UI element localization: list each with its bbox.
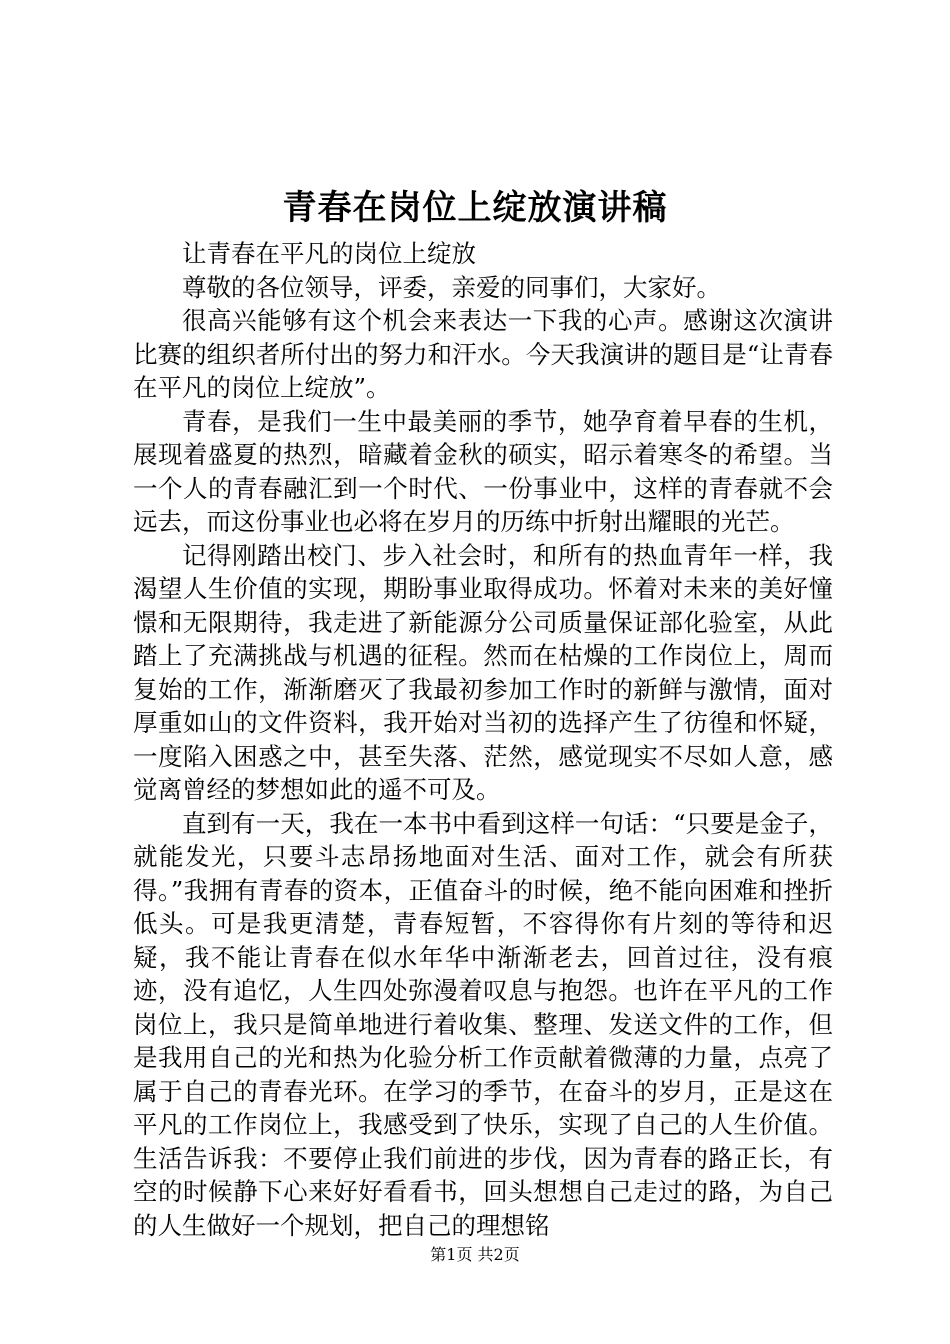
document-body: [133, 237, 833, 1242]
document-title: 青春在岗位上绽放演讲稿: [282, 188, 668, 228]
paragraph-introduction: 很高兴能够有这个机会来表达一下我的心声。感谢这次演讲比赛的组织者所付出的努力和汗水。今天我演讲的题目是“让青春在平凡的岗位上绽放”。: [133, 306, 833, 402]
paragraph-subtitle: 让青春在平凡的岗位上绽放: [182, 239, 476, 268]
paragraph-youth: 青春，是我们一生中最美丽的季节，她孕育着早春的生机，展现着盛夏的热烈，暗藏着金秋的硕实，昭示着寒冬的希望。当一个人的青春融汇到一个时代、一份事业中，这样的青春就不会远去，而这份事业也必将在岁月的历练中折射出耀眼的光芒。: [133, 406, 833, 536]
page-footer: 第1页 共2页: [430, 1245, 520, 1264]
paragraph-turning-point: 直到有一天，我在一本书中看到这样一句话：“只要是金子，就能发光，只要斗志昂扬地面对生活、面对工作，就会有所获得。”我拥有青春的资本，正值奋斗的时候，绝不能向困难和挫折低头。可是我更清楚，青春短暂，不容得你有片刻的等待和迟疑，我不能让青春在似水年华中渐渐老去，回首过往，没有痕迹，没有追忆，人生四处弥漫着叹息与抱怨。也许在平凡的工作岗位上，我只是简单地进行着收集、整理、发送文件的工作，但是我用自己的光和热为化验分析工作贡献着微薄的力量，点亮了属于自己的青春光环。在学习的季节，在奋斗的岁月，正是这在平凡的工作岗位上，我感受到了快乐，实现了自己的人生价值。生活告诉我：不要停止我们前进的步伐，因为青春的路正长，有空的时候静下心来好好看看书，回头想想自己走过的路，为自己的人生做好一个规划，把自己的理想铭: [133, 808, 833, 1240]
paragraph-greeting: 尊敬的各位领导，评委，亲爱的同事们，大家好。: [182, 272, 721, 302]
paragraph-memory: 记得刚踏出校门、步入社会时，和所有的热血青年一样，我渴望人生价值的实现，期盼事业取得成功。怀着对未来的美好憧憬和无限期待，我走进了新能源分公司质量保证部化验室，从此踏上了充满挑战与机遇的征程。然而在枯燥的工作岗位上，周而复始的工作，渐渐磨灭了我最初参加工作时的新鲜与激情，面对厚重如山的文件资料，我开始对当初的选择产生了彷徨和怀疑，一度陷入困惑之中，甚至失落、茫然，感觉现实不尽如人意，感觉离曾经的梦想如此的遥不可及。: [133, 540, 833, 804]
